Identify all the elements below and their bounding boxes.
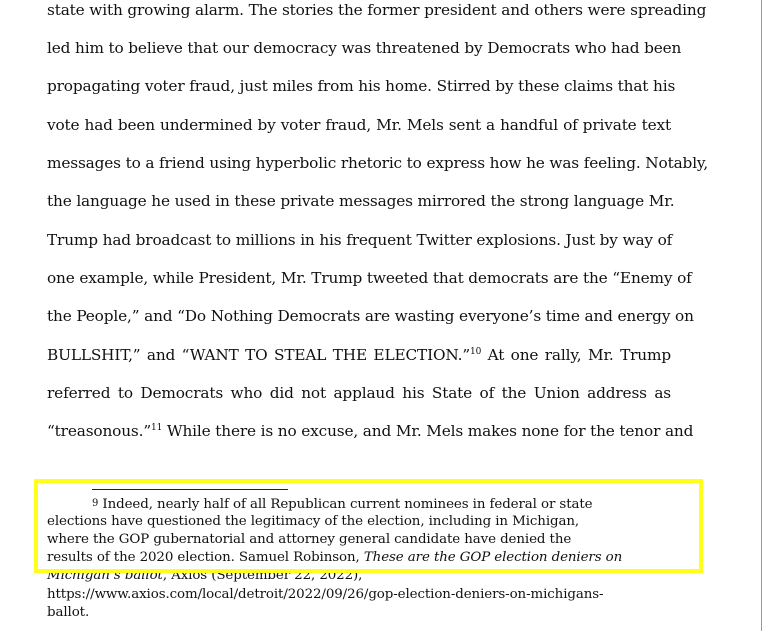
footnote-line: where the GOP gubernatorial and attorney general candidate have denied the [47,532,572,547]
body-line [47,345,671,365]
body-line: the language he used in these private messages mirrored the strong language Mr. [47,192,675,210]
body-line: the People,” and “Do Nothing Democrats are wasting everyone’s time and energy on [47,307,694,325]
body-text-fragment: At one rally, Mr. Trump [481,346,671,364]
footnote-line: elections have questioned the legitimacy of the election, including in Michigan, [47,514,580,529]
footnote-url[interactable]: https://www.axios.com/local/detroit/2022/09/26/gop-election-deniers-on-michigans- [47,587,604,602]
body-line: one example, while President, Mr. Trump tweeted that democrats are the “Enemy of [47,269,692,287]
highlight-box [34,479,703,573]
footnote-text: Indeed, nearly half of all Republican current nominees in federal or state [98,497,593,512]
footnote-ref-10[interactable]: 10 [470,347,482,357]
body-line: state with growing alarm. The stories the former president and others were spreading [47,1,707,19]
body-text-fragment: While there is no excuse, and Mr. Mels makes none for the tenor and [162,422,694,440]
body-line: led him to believe that our democracy was threatened by Democrats who had been [47,39,682,57]
body-line: Trump had broadcast to millions in his frequent Twitter explosions. Just by way of [47,231,673,249]
footnote-number: 9 [92,498,99,509]
article-title: Michigan’s ballot [47,568,163,583]
footnote-text: results of the 2020 election. Samuel Robinson, [47,550,364,565]
body-line: propagating voter fraud, just miles from his home. Stirred by these claims that his [47,77,676,95]
body-line: vote had been undermined by voter fraud, Mr. Mels sent a handful of private text [47,116,671,134]
article-title: These are the GOP election deniers on [363,550,623,565]
footnote-text: , Axios (September 22, 2022), [162,568,363,583]
body-line [47,421,694,441]
body-line: referred to Democrats who did not applaud his State of the Union address as [47,384,671,402]
body-line: messages to a friend using hyperbolic rhetoric to express how he was feeling. Notably, [47,154,709,172]
page-edge [761,0,762,631]
body-text-fragment: “treasonous.” [47,422,152,440]
body-text-fragment: BULLSHIT,” and “WANT TO STEAL THE ELECTION.” [47,346,470,364]
footnote-ref-11[interactable]: 11 [151,423,163,433]
footnote-line: ballot. [47,605,90,620]
